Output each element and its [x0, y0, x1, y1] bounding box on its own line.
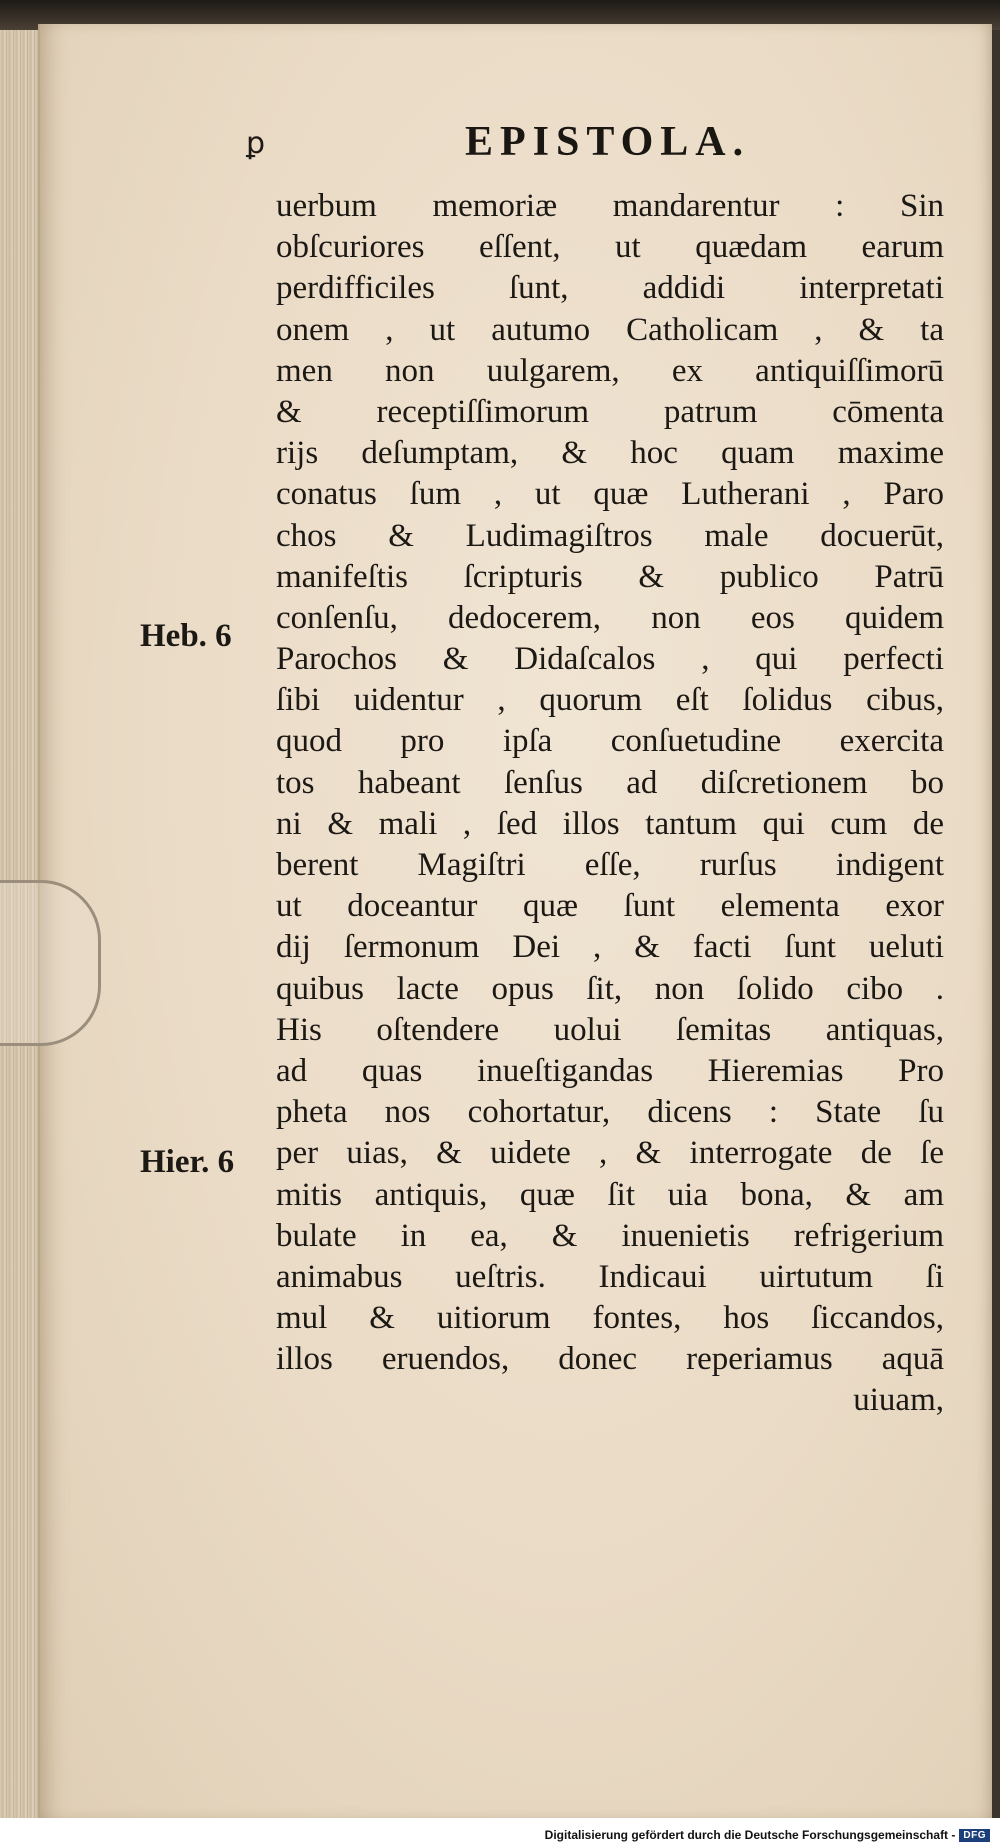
text-line: His oſtendere uolui ſemitas antiquas,	[276, 1011, 944, 1048]
text-line: Parochos & Didaſcalos , qui perfecti	[276, 641, 944, 678]
text-line: tos habeant ſenſus ad diſcretionem bo	[276, 764, 944, 801]
clip-outline	[0, 880, 101, 1046]
text-line: quibus lacte opus ſit, non ſolido cibo .	[276, 970, 944, 1007]
text-line: berent Magiſtri eſſe, rurſus indigent	[276, 847, 944, 883]
text-line: men non uulgarem, ex antiquiſſimorū	[276, 352, 944, 389]
text-line: & receptiſſimorum patrum cōmenta	[276, 393, 944, 430]
page-title: EPISTOLA.	[465, 119, 751, 165]
text-line: mitis antiquis, quæ ſit uia bona, & am	[276, 1176, 944, 1213]
text-line: obſcuriores eſſent, ut quædam earum	[276, 229, 944, 266]
text-line: mul & uitiorum fontes, hos ſiccandos,	[276, 1300, 944, 1337]
text-line: bulate in ea, & inuenietis refrigerium	[276, 1217, 944, 1254]
text-line: ad quas inueſtigandas Hieremias Pro	[276, 1052, 944, 1089]
credit-text: Digitalisierung gefördert durch die Deutsche Forschungsgemeinschaft -	[544, 1828, 956, 1842]
text-line: conatus ſum , ut quæ Lutherani , Paro	[276, 476, 944, 513]
body-text	[276, 186, 944, 1422]
text-line: per uias, & uidete , & interrogate de ſe	[276, 1135, 944, 1172]
margin-note-heb: Heb. 6	[140, 618, 232, 654]
text-line: perdifficiles ſunt, addidi interpretati	[276, 270, 944, 307]
digitization-credit	[545, 1828, 990, 1842]
text-line: onem , ut autumo Catholicam , & ta	[276, 311, 944, 348]
text-line: quod pro ipſa conſuetudine exercita	[276, 723, 944, 760]
text-line: animabus ueſtris. Indicaui uirtutum ſi	[276, 1258, 944, 1295]
text-line: dij ſermonum Dei , & facti ſunt ueluti	[276, 929, 944, 966]
text-line: ſibi uidentur , quorum eſt ſolidus cibus,	[276, 682, 944, 719]
text-line: conſenſu, dedocerem, non eos quidem	[276, 599, 944, 636]
text-line: uerbum memoriæ mandarentur : Sin	[276, 188, 944, 224]
dfg-logo: DFG	[959, 1829, 990, 1842]
text-line: pheta nos cohortatur, dicens : State ſu	[276, 1094, 944, 1131]
margin-note-hier: Hier. 6	[140, 1144, 235, 1180]
text-line: chos & Ludimagiſtros male docuerūt,	[276, 517, 944, 554]
text-line: ni & mali , ſed illos tantum qui cum de	[276, 805, 944, 842]
text-line: rijs deſumptam, & hoc quam maxime	[276, 435, 944, 472]
text-line: ut doceantur quæ ſunt elementa exor	[276, 888, 944, 925]
running-head	[0, 118, 1000, 168]
text-line: illos eruendos, donec reperiamus aquā	[276, 1341, 944, 1378]
signature-mark: ꝑ	[246, 126, 266, 161]
text-line: manifeſtis ſcripturis & publico Patrū	[276, 558, 944, 595]
catchword: uiuam,	[853, 1382, 944, 1419]
